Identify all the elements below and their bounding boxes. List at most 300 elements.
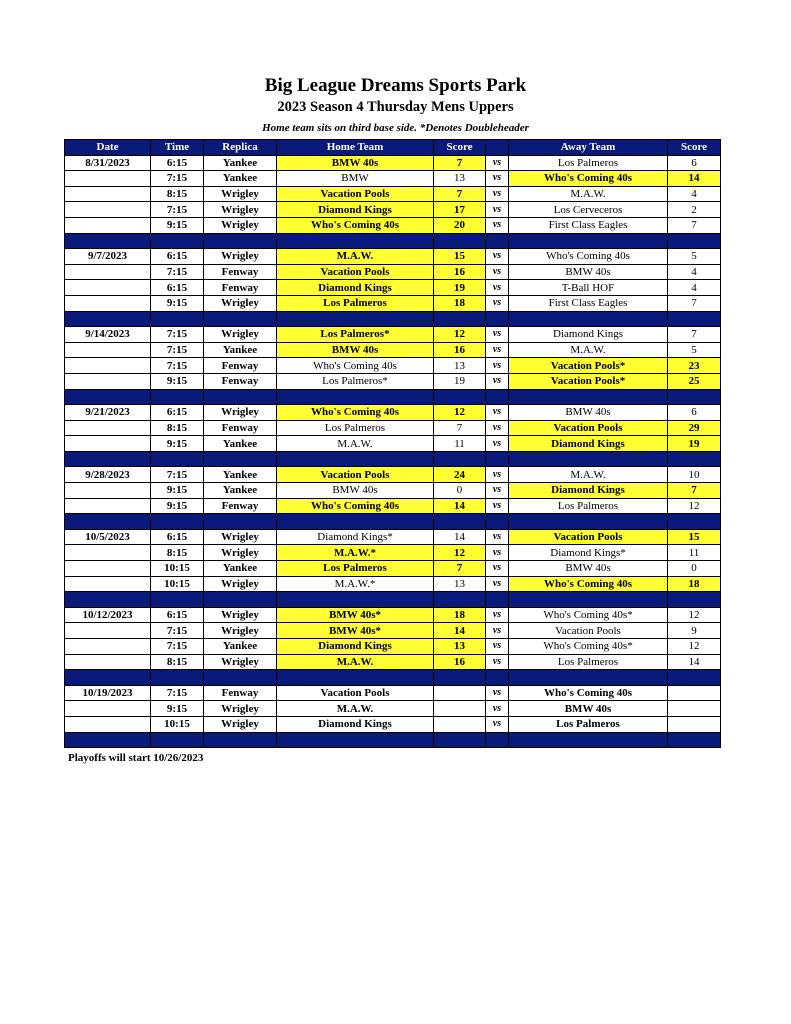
- home-team: BMW 40s*: [277, 607, 434, 623]
- separator-cell: [509, 233, 668, 249]
- week-separator: [65, 592, 721, 608]
- separator-cell: [509, 592, 668, 608]
- away-score: 4: [668, 280, 721, 296]
- game-replica: Wrigley: [204, 529, 277, 545]
- game-date: [65, 358, 151, 374]
- home-score: 18: [434, 607, 486, 623]
- game-replica: Wrigley: [204, 295, 277, 311]
- separator-cell: [65, 451, 151, 467]
- away-score: 29: [668, 420, 721, 436]
- separator-cell: [668, 233, 721, 249]
- game-row: [65, 217, 721, 233]
- away-score: 7: [668, 217, 721, 233]
- home-score: 14: [434, 623, 486, 639]
- game-replica: Yankee: [204, 561, 277, 577]
- away-score: 11: [668, 545, 721, 561]
- game-row: [65, 436, 721, 452]
- game-time: 7:15: [151, 171, 204, 187]
- game-replica: Wrigley: [204, 545, 277, 561]
- home-score: 7: [434, 155, 486, 171]
- week-separator: [65, 233, 721, 249]
- separator-cell: [277, 451, 434, 467]
- separator-cell: [204, 732, 277, 748]
- game-date: [65, 420, 151, 436]
- separator-cell: [204, 592, 277, 608]
- game-date: [65, 280, 151, 296]
- game-time: 10:15: [151, 716, 204, 732]
- home-score: 7: [434, 561, 486, 577]
- away-score: [668, 716, 721, 732]
- away-team: Los Palmeros: [509, 716, 668, 732]
- week-separator: [65, 311, 721, 327]
- separator-cell: [204, 451, 277, 467]
- home-team: Los Palmeros: [277, 295, 434, 311]
- separator-cell: [65, 592, 151, 608]
- header-row: [65, 140, 721, 156]
- home-score: 24: [434, 467, 486, 483]
- home-team: Diamond Kings: [277, 716, 434, 732]
- col-vs: [486, 140, 509, 156]
- separator-cell: [151, 389, 204, 405]
- vs-label: vs: [486, 249, 509, 265]
- away-score: 10: [668, 467, 721, 483]
- game-date: 10/12/2023: [65, 607, 151, 623]
- vs-label: vs: [486, 171, 509, 187]
- home-score: 19: [434, 373, 486, 389]
- separator-cell: [204, 233, 277, 249]
- vs-label: vs: [486, 420, 509, 436]
- home-team: Diamond Kings: [277, 280, 434, 296]
- separator-cell: [486, 389, 509, 405]
- game-date: [65, 186, 151, 202]
- game-time: 10:15: [151, 576, 204, 592]
- home-score: [434, 716, 486, 732]
- game-date: [65, 623, 151, 639]
- separator-cell: [434, 233, 486, 249]
- vs-label: vs: [486, 264, 509, 280]
- game-replica: Yankee: [204, 467, 277, 483]
- game-date: 9/28/2023: [65, 467, 151, 483]
- home-team: Who's Coming 40s: [277, 498, 434, 514]
- game-date: 10/19/2023: [65, 685, 151, 701]
- game-time: 8:15: [151, 420, 204, 436]
- separator-cell: [151, 311, 204, 327]
- away-score: 6: [668, 155, 721, 171]
- away-team: Los Cerveceros: [509, 202, 668, 218]
- game-row: [65, 295, 721, 311]
- game-date: [65, 342, 151, 358]
- game-time: 7:15: [151, 639, 204, 655]
- separator-cell: [277, 233, 434, 249]
- game-time: 6:15: [151, 280, 204, 296]
- away-score: 12: [668, 639, 721, 655]
- separator-cell: [486, 732, 509, 748]
- game-time: 7:15: [151, 342, 204, 358]
- separator-cell: [509, 732, 668, 748]
- vs-label: vs: [486, 623, 509, 639]
- game-time: 9:15: [151, 295, 204, 311]
- game-replica: Yankee: [204, 639, 277, 655]
- separator-cell: [509, 514, 668, 530]
- vs-label: vs: [486, 716, 509, 732]
- game-date: [65, 373, 151, 389]
- vs-label: vs: [486, 405, 509, 421]
- home-team: Who's Coming 40s: [277, 358, 434, 374]
- separator-cell: [277, 670, 434, 686]
- game-time: 6:15: [151, 405, 204, 421]
- game-replica: Wrigley: [204, 716, 277, 732]
- game-row: [65, 654, 721, 670]
- game-replica: Fenway: [204, 264, 277, 280]
- home-team: M.A.W.: [277, 654, 434, 670]
- vs-label: vs: [486, 186, 509, 202]
- game-replica: Wrigley: [204, 654, 277, 670]
- vs-label: vs: [486, 654, 509, 670]
- home-score: 7: [434, 420, 486, 436]
- game-row: [65, 467, 721, 483]
- game-time: 10:15: [151, 561, 204, 577]
- separator-cell: [509, 311, 668, 327]
- col-time: Time: [151, 140, 204, 156]
- away-team: Who's Coming 40s: [509, 171, 668, 187]
- game-replica: Wrigley: [204, 327, 277, 343]
- game-replica: Fenway: [204, 358, 277, 374]
- week-separator: [65, 389, 721, 405]
- vs-label: vs: [486, 217, 509, 233]
- home-score: 13: [434, 639, 486, 655]
- away-team: Vacation Pools: [509, 623, 668, 639]
- separator-cell: [486, 451, 509, 467]
- game-row: [65, 155, 721, 171]
- schedule-note: Home team sits on third base side. *Denotes Doubleheader: [262, 122, 529, 134]
- separator-cell: [434, 592, 486, 608]
- home-team: M.A.W.*: [277, 576, 434, 592]
- vs-label: vs: [486, 155, 509, 171]
- separator-cell: [65, 233, 151, 249]
- home-score: 12: [434, 545, 486, 561]
- separator-cell: [204, 389, 277, 405]
- game-replica: Fenway: [204, 280, 277, 296]
- separator-cell: [509, 389, 668, 405]
- separator-cell: [151, 233, 204, 249]
- game-replica: Wrigley: [204, 576, 277, 592]
- home-team: Who's Coming 40s: [277, 217, 434, 233]
- away-score: 5: [668, 249, 721, 265]
- game-date: [65, 561, 151, 577]
- game-date: [65, 701, 151, 717]
- away-team: BMW 40s: [509, 264, 668, 280]
- separator-cell: [151, 732, 204, 748]
- game-row: [65, 561, 721, 577]
- home-team: M.A.W.: [277, 249, 434, 265]
- game-row: [65, 264, 721, 280]
- game-date: [65, 716, 151, 732]
- game-time: 7:15: [151, 358, 204, 374]
- game-row: [65, 639, 721, 655]
- col-home-team: Home Team: [277, 140, 434, 156]
- separator-cell: [668, 451, 721, 467]
- away-score: 5: [668, 342, 721, 358]
- game-date: [65, 171, 151, 187]
- away-team: Diamond Kings: [509, 327, 668, 343]
- game-row: [65, 576, 721, 592]
- game-replica: Fenway: [204, 420, 277, 436]
- game-row: [65, 405, 721, 421]
- separator-cell: [434, 451, 486, 467]
- home-team: Who's Coming 40s: [277, 405, 434, 421]
- home-score: [434, 685, 486, 701]
- separator-cell: [151, 451, 204, 467]
- away-team: Vacation Pools*: [509, 373, 668, 389]
- away-score: 15: [668, 529, 721, 545]
- game-replica: Yankee: [204, 436, 277, 452]
- vs-label: vs: [486, 483, 509, 499]
- away-score: 7: [668, 483, 721, 499]
- game-row: [65, 607, 721, 623]
- away-team: BMW 40s: [509, 701, 668, 717]
- game-time: 7:15: [151, 202, 204, 218]
- away-team: Los Palmeros: [509, 654, 668, 670]
- away-team: First Class Eagles: [509, 295, 668, 311]
- game-row: [65, 623, 721, 639]
- home-score: 11: [434, 436, 486, 452]
- away-score: 2: [668, 202, 721, 218]
- game-time: 8:15: [151, 186, 204, 202]
- vs-label: vs: [486, 342, 509, 358]
- col-date: Date: [65, 140, 151, 156]
- away-team: M.A.W.: [509, 186, 668, 202]
- game-time: 6:15: [151, 607, 204, 623]
- home-score: 15: [434, 249, 486, 265]
- game-date: 9/21/2023: [65, 405, 151, 421]
- separator-cell: [65, 732, 151, 748]
- separator-cell: [668, 592, 721, 608]
- away-team: Vacation Pools*: [509, 358, 668, 374]
- home-team: BMW: [277, 171, 434, 187]
- away-score: 7: [668, 327, 721, 343]
- home-team: BMW 40s*: [277, 623, 434, 639]
- away-score: 23: [668, 358, 721, 374]
- vs-label: vs: [486, 280, 509, 296]
- separator-cell: [668, 732, 721, 748]
- away-team: Who's Coming 40s*: [509, 639, 668, 655]
- home-team: Vacation Pools: [277, 264, 434, 280]
- game-replica: Yankee: [204, 342, 277, 358]
- separator-cell: [486, 592, 509, 608]
- week-separator: [65, 732, 721, 748]
- game-date: 10/5/2023: [65, 529, 151, 545]
- home-team: Vacation Pools: [277, 186, 434, 202]
- playoffs-footnote: Playoffs will start 10/26/2023: [68, 752, 204, 764]
- game-time: 9:15: [151, 436, 204, 452]
- away-team: Diamond Kings*: [509, 545, 668, 561]
- separator-cell: [668, 311, 721, 327]
- away-team: Vacation Pools: [509, 420, 668, 436]
- week-separator: [65, 670, 721, 686]
- vs-label: vs: [486, 467, 509, 483]
- separator-cell: [668, 514, 721, 530]
- away-score: 14: [668, 171, 721, 187]
- game-replica: Fenway: [204, 373, 277, 389]
- separator-cell: [486, 311, 509, 327]
- vs-label: vs: [486, 701, 509, 717]
- away-score: 0: [668, 561, 721, 577]
- home-score: 16: [434, 654, 486, 670]
- game-row: [65, 249, 721, 265]
- away-score: 9: [668, 623, 721, 639]
- game-time: 7:15: [151, 623, 204, 639]
- game-date: [65, 498, 151, 514]
- home-score: 13: [434, 576, 486, 592]
- page-title: Big League Dreams Sports Park: [264, 75, 527, 96]
- game-replica: Wrigley: [204, 701, 277, 717]
- home-team: M.A.W.: [277, 436, 434, 452]
- game-time: 8:15: [151, 545, 204, 561]
- vs-label: vs: [486, 498, 509, 514]
- game-date: [65, 639, 151, 655]
- vs-label: vs: [486, 545, 509, 561]
- game-replica: Wrigley: [204, 623, 277, 639]
- game-row: [65, 171, 721, 187]
- separator-cell: [277, 389, 434, 405]
- game-row: [65, 342, 721, 358]
- game-time: 7:15: [151, 264, 204, 280]
- home-score: 12: [434, 405, 486, 421]
- away-team: M.A.W.: [509, 467, 668, 483]
- game-time: 9:15: [151, 373, 204, 389]
- away-team: Los Palmeros: [509, 155, 668, 171]
- game-row: [65, 280, 721, 296]
- game-row: [65, 716, 721, 732]
- away-score: [668, 685, 721, 701]
- game-row: [65, 358, 721, 374]
- home-score: 20: [434, 217, 486, 233]
- away-score: 12: [668, 498, 721, 514]
- vs-label: vs: [486, 561, 509, 577]
- home-score: 13: [434, 171, 486, 187]
- home-team: Vacation Pools: [277, 467, 434, 483]
- separator-cell: [486, 233, 509, 249]
- home-team: Los Palmeros: [277, 420, 434, 436]
- home-score: 7: [434, 186, 486, 202]
- game-row: [65, 373, 721, 389]
- away-team: Who's Coming 40s: [509, 576, 668, 592]
- game-row: [65, 685, 721, 701]
- separator-cell: [65, 670, 151, 686]
- week-separator: [65, 514, 721, 530]
- schedule-table: [64, 139, 721, 748]
- game-date: 8/31/2023: [65, 155, 151, 171]
- vs-label: vs: [486, 685, 509, 701]
- separator-cell: [434, 670, 486, 686]
- game-time: 9:15: [151, 483, 204, 499]
- separator-cell: [151, 670, 204, 686]
- game-row: [65, 186, 721, 202]
- separator-cell: [486, 514, 509, 530]
- game-row: [65, 545, 721, 561]
- game-time: 7:15: [151, 685, 204, 701]
- game-date: 9/14/2023: [65, 327, 151, 343]
- home-team: Diamond Kings*: [277, 529, 434, 545]
- game-replica: Fenway: [204, 498, 277, 514]
- home-score: 17: [434, 202, 486, 218]
- game-time: 7:15: [151, 467, 204, 483]
- separator-cell: [151, 514, 204, 530]
- away-team: First Class Eagles: [509, 217, 668, 233]
- separator-cell: [65, 514, 151, 530]
- vs-label: vs: [486, 639, 509, 655]
- game-time: 6:15: [151, 529, 204, 545]
- separator-cell: [434, 311, 486, 327]
- away-team: Who's Coming 40s*: [509, 607, 668, 623]
- game-time: 7:15: [151, 327, 204, 343]
- separator-cell: [434, 732, 486, 748]
- away-score: 6: [668, 405, 721, 421]
- away-team: Diamond Kings: [509, 436, 668, 452]
- week-separator: [65, 451, 721, 467]
- away-team: Vacation Pools: [509, 529, 668, 545]
- vs-label: vs: [486, 202, 509, 218]
- game-date: [65, 295, 151, 311]
- home-team: Diamond Kings: [277, 639, 434, 655]
- separator-cell: [434, 514, 486, 530]
- game-replica: Wrigley: [204, 607, 277, 623]
- game-date: [65, 264, 151, 280]
- vs-label: vs: [486, 529, 509, 545]
- game-replica: Wrigley: [204, 186, 277, 202]
- separator-cell: [434, 389, 486, 405]
- game-row: [65, 498, 721, 514]
- away-score: [668, 701, 721, 717]
- separator-cell: [277, 311, 434, 327]
- home-score: 18: [434, 295, 486, 311]
- game-row: [65, 701, 721, 717]
- separator-cell: [486, 670, 509, 686]
- game-date: [65, 654, 151, 670]
- vs-label: vs: [486, 358, 509, 374]
- game-date: [65, 576, 151, 592]
- separator-cell: [204, 514, 277, 530]
- game-row: [65, 202, 721, 218]
- separator-cell: [668, 389, 721, 405]
- game-row: [65, 327, 721, 343]
- away-score: 18: [668, 576, 721, 592]
- col-home-score: Score: [434, 140, 486, 156]
- away-score: 19: [668, 436, 721, 452]
- separator-cell: [509, 670, 668, 686]
- away-team: BMW 40s: [509, 405, 668, 421]
- home-team: Los Palmeros: [277, 561, 434, 577]
- home-team: M.A.W.: [277, 701, 434, 717]
- game-date: 9/7/2023: [65, 249, 151, 265]
- game-date: [65, 202, 151, 218]
- vs-label: vs: [486, 607, 509, 623]
- game-date: [65, 436, 151, 452]
- away-score: 4: [668, 186, 721, 202]
- game-replica: Yankee: [204, 155, 277, 171]
- game-replica: Wrigley: [204, 217, 277, 233]
- home-team: BMW 40s: [277, 483, 434, 499]
- game-row: [65, 483, 721, 499]
- away-score: 7: [668, 295, 721, 311]
- separator-cell: [151, 592, 204, 608]
- game-row: [65, 529, 721, 545]
- separator-cell: [204, 670, 277, 686]
- home-team: Los Palmeros*: [277, 327, 434, 343]
- col-away-score: Score: [668, 140, 721, 156]
- game-time: 9:15: [151, 217, 204, 233]
- home-team: Diamond Kings: [277, 202, 434, 218]
